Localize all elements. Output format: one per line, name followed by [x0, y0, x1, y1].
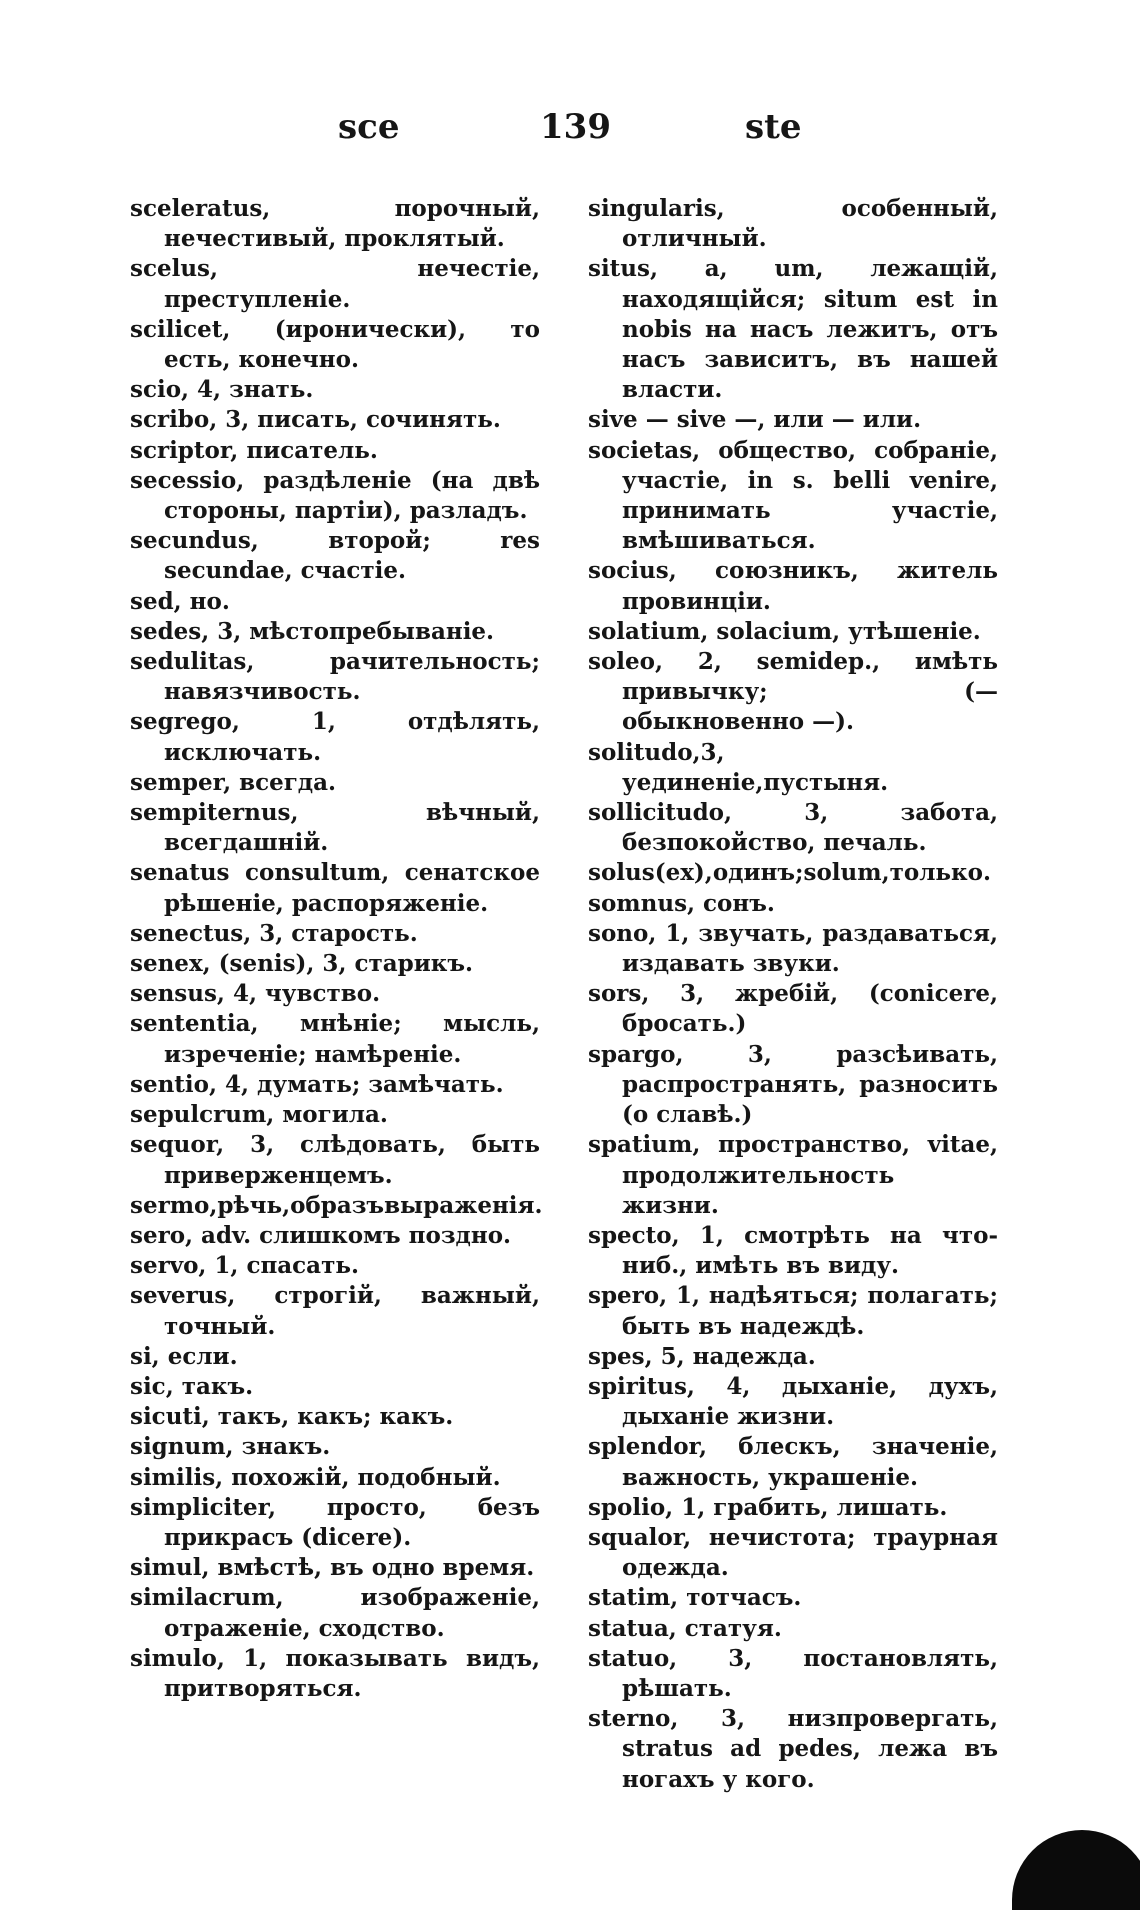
dictionary-entry: solus(ex),одинъ;solum,только. [588, 859, 991, 887]
dictionary-entry: spargo, 3, разсѣивать, распространять, разносить (о славѣ.) [588, 1040, 998, 1129]
dictionary-entry: scilicet, (иронически), то есть, конечно. [130, 315, 540, 374]
dictionary-entry: scriptor, писатель. [130, 436, 378, 464]
dictionary-entry: sero, adv. слишкомъ поздно. [130, 1221, 512, 1249]
dictionary-entry: semper, всегда. [130, 768, 337, 796]
dictionary-entry: segrego, 1, отдѣлять, исключать. [130, 708, 540, 766]
dictionary-entry: sententia, мнѣніе; мысль, изреченіе; намѣреніе. [130, 1010, 540, 1068]
dictionary-entry: sentio, 4, думать; замѣчать. [130, 1070, 504, 1098]
dictionary-entry: spatium, пространство, vitae, продолжительность жизни. [588, 1131, 998, 1219]
dictionary-entry: solitudo,3, уединеніе,пустыня. [588, 738, 889, 796]
dictionary-entry: sempiternus, вѣчный, всегдашній. [130, 799, 540, 857]
dictionary-entry: spolio, 1, грабить, лишать. [588, 1493, 948, 1521]
dictionary-entry: sceleratus, порочный, нечестивый, проклятый. [130, 195, 540, 253]
dictionary-entry: similis, похожій, подобный. [130, 1463, 501, 1491]
dictionary-entry: simul, вмѣстѣ, въ одно время. [130, 1554, 535, 1582]
dictionary-entry: sepulcrum, могила. [130, 1101, 388, 1129]
dictionary-entry: societas, общество, собраніе, участіе, in s. belli venire, принимать участіе, вмѣшиваться. [588, 436, 998, 555]
dictionary-entry: scribo, 3, писать, сочинять. [130, 406, 501, 434]
dictionary-entry: severus, строгій, важный, точный. [130, 1282, 540, 1340]
dictionary-entry: sequor, 3, слѣдовать, быть приверженцемъ. [130, 1131, 540, 1189]
dictionary-entry: secessio, раздѣленіе (на двѣ стороны, партіи), разладъ. [130, 466, 540, 525]
dictionary-entry: sono, 1, звучать, раздаваться, издавать звуки. [588, 919, 998, 978]
dictionary-entry: situs, a, um, лежащій, находящійся; situm est in nobis на насъ лежитъ, отъ насъ зависитъ, въ нашей власти. [588, 255, 998, 404]
dictionary-entry: somnus, сонъ. [588, 889, 775, 917]
dictionary-entry: socius, союзникъ, житель провинціи. [588, 557, 998, 615]
dictionary-entry: solatium, solacium, утѣшеніе. [588, 617, 981, 645]
dictionary-entry: sermo,рѣчь,образъвыраженія. [130, 1191, 543, 1219]
dictionary-entry: simulo, 1, показывать видъ, притворяться. [130, 1644, 540, 1702]
dictionary-entry: splendor, блескъ, значеніе, важность, украшеніе. [588, 1433, 998, 1491]
dictionary-entry: senectus, 3, старость. [130, 919, 418, 947]
dictionary-entry: statua, статуя. [588, 1614, 782, 1642]
header-first-word: sce [338, 107, 400, 147]
dictionary-entry: sedes, 3, мѣстопребываніе. [130, 617, 495, 645]
dictionary-entry: spero, 1, надѣяться; полагать; быть въ надеждѣ. [588, 1282, 998, 1340]
dictionary-entry: spes, 5, надежда. [588, 1342, 816, 1370]
dictionary-entry: sedulitas, рачительность; навязчивость. [130, 648, 540, 706]
dictionary-entry: similacrum, изображеніе, отраженіе, сходство. [130, 1584, 540, 1642]
dictionary-entry: sed, но. [130, 587, 230, 615]
dictionary-entry: statim, тотчасъ. [588, 1584, 802, 1612]
running-header [0, 102, 1140, 152]
dictionary-entry: servo, 1, спасать. [130, 1252, 359, 1280]
header-last-word: ste [745, 107, 802, 147]
dictionary-entry: sensus, 4, чувство. [130, 980, 381, 1008]
dictionary-entry: secundus, второй; res secundae, счастіе. [130, 527, 540, 585]
dictionary-entry: signum, знакъ. [130, 1433, 331, 1461]
dictionary-entry: sors, 3, жребій, (conicere, бросать.) [588, 980, 998, 1038]
dictionary-entry: singularis, особенный, отличный. [588, 195, 998, 253]
dictionary-entry: statuo, 3, постановлять, рѣшать. [588, 1644, 998, 1702]
dictionary-entry: sicuti, такъ, какъ; какъ. [130, 1403, 454, 1431]
dictionary-entry: senatus consultum, сенатское рѣшеніе, распоряженіе. [130, 859, 540, 917]
left-column [130, 194, 543, 1704]
dictionary-entry: simpliciter, просто, безъ прикрасъ (dicere). [130, 1493, 540, 1551]
dictionary-entry: sic, такъ. [130, 1372, 254, 1400]
page-number: 139 [540, 107, 611, 147]
dictionary-entry: sterno, 3, низпровергать, stratus ad pedes, лежа въ ногахъ у кого. [588, 1705, 998, 1793]
dictionary-entry: specto, 1, смотрѣть на что-ниб., имѣть въ виду. [588, 1221, 998, 1280]
dictionary-entry: spiritus, 4, дыханіе, духъ, дыханіе жизни. [588, 1372, 998, 1431]
dictionary-entry: senex, (senis), 3, старикъ. [130, 950, 474, 978]
right-column [588, 194, 998, 1795]
dictionary-entry: sive — sive —, или — или. [588, 406, 922, 434]
dictionary-entry: squalor, нечистота; траурная одежда. [588, 1523, 998, 1582]
ink-blot [1012, 1830, 1140, 1910]
dictionary-entry: scio, 4, знать. [130, 376, 314, 404]
dictionary-entry: si, если. [130, 1342, 238, 1370]
dictionary-entry: scelus, нечестіе, преступленіе. [130, 255, 540, 313]
dictionary-entry: soleo, 2, semidep., имѣть привычку; (— обыкновенно —). [588, 648, 998, 736]
dictionary-entry: sollicitudo, 3, забота, безпокойство, печаль. [588, 799, 998, 857]
